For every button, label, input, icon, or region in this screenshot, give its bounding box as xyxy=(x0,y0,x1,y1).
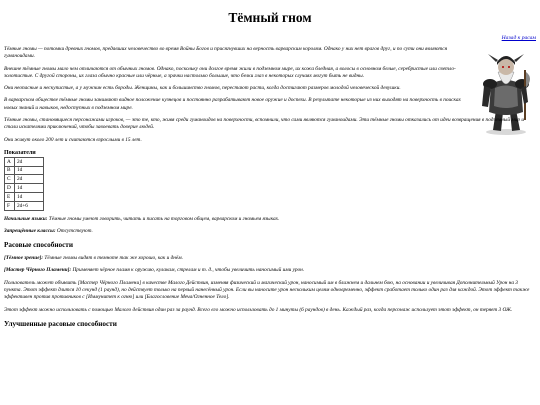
stat-value: 1d xyxy=(15,184,44,193)
classes-label: Запрещённые классы: xyxy=(4,227,56,234)
languages-label: Начальные языки: xyxy=(4,215,48,222)
ability-label: [Мастер Чёрного Пламени]: xyxy=(4,267,72,274)
ability-text: Применяет чёрное пламя к оружию, кулакам, стрелам и т. д., чтобы увеличить наносимый ими урон. xyxy=(71,267,305,274)
improved-abilities-heading: Улучшенные расовые способности xyxy=(4,320,117,329)
stat-value: 2d xyxy=(15,157,44,166)
stats-row xyxy=(5,193,44,202)
ability-paragraph xyxy=(4,267,536,274)
classes-text: Отсутствуют. xyxy=(55,227,93,234)
stat-key: F xyxy=(5,201,15,210)
ability-text: Тёмные гномы видят в темноте так же хорошо, как и днём. xyxy=(43,255,183,262)
intro-paragraph: Тёмные гномы — потомки древних гномов, предавших человечество во время Войны Богов и присягнувших на верность варварским королям. Однако у них нет врагов друг, и по сути они являются гуманоидами. xyxy=(4,46,448,60)
stats-row xyxy=(5,184,44,193)
stat-key: B xyxy=(5,166,15,175)
ability-label: [Тёмное зрение]: xyxy=(4,255,44,262)
stats-row xyxy=(5,166,44,175)
stat-value: 1d xyxy=(15,193,44,202)
stats-table xyxy=(4,157,44,211)
stat-key: E xyxy=(5,193,15,202)
stat-key: A xyxy=(5,157,15,166)
stats-row xyxy=(5,157,44,166)
ability-detail-paragraph: Пользователь может объявить [Мастер Чёрного Пламени] в качестве Малого Действия, изменяя физический и магический урон, наносимый им в ближнем и дальнем бою, на основании и увеличивая Дополнительный Урон на 3 пункта. Этот эффект длится 10 секунд (1 раунд), но действует только на первый нанесённый урон. Если вы наносите урон нескольким целям одновременно, эффект сработает только один раз для каждой. Этот эффект также эффективен против противников с [Иммунитет к огню] или [Благословение Меча/Огненное Тело]. xyxy=(4,279,530,301)
stat-key: C xyxy=(5,175,15,184)
intro-paragraph: Внешне тёмные гномы мало чем отличаются от обычных гномов. Однако, поскольку они долгое время жили в подземном мире, их кожа бледная, а волосы в основном белые, серебристые или светло-золотистые. С другой стороны, их глаза обычно красные или чёрные, а зрачки настолько большие, что белки глаз в некоторых случаях могут быть не видны. xyxy=(4,65,456,80)
ability-detail-paragraph: Этот эффект можно использовать с помощью Малого действия один раз за раунд. Всего его можно использовать до 1 минуты (6 раундов) в день. Каждый раз, когда персонаж использует этот эффект, он теряет 3 ОЖ. xyxy=(4,306,513,313)
stat-value: 2d xyxy=(15,175,44,184)
racial-abilities-heading: Расовые способности xyxy=(4,241,73,250)
intro-section xyxy=(4,46,464,112)
stats-title: Показатели xyxy=(4,149,36,156)
classes-paragraph xyxy=(4,228,536,235)
stat-value: 2d+6 xyxy=(15,201,44,210)
stat-key: D xyxy=(5,184,15,193)
intro-paragraph: Они неопасные и нескупистые, а у мужчин есть бороды. Женщины, как и большинство гномов, перестают расти, когда достигают размеров молодой человеческой девушки. xyxy=(4,85,401,92)
stats-row xyxy=(5,175,44,184)
languages-text: Тёмные гномы умеют говорить, читать и писать на торговом общем, варварском и гномьем языках. xyxy=(47,215,280,222)
stats-row xyxy=(5,201,44,210)
back-to-races-link[interactable]: Назад к расам xyxy=(501,35,536,41)
intro-paragraph: Они живут около 200 лет и считаются взрослыми в 15 лет. xyxy=(4,136,142,143)
languages-paragraph xyxy=(4,216,536,223)
page-title: Тёмный гном xyxy=(228,10,312,25)
intro-paragraph: Тёмные гномы, становящиеся персонажами игроков, — это те, кто, живя среди гуманоидов на поверхности, вспомнили, что сами являются гуманоидами. Эти тёмные гномы отказались от идеи возвращения в подземный мир и стали искателями приключений, чтобы завоевать доверие людей. xyxy=(4,117,524,131)
intro-paragraph: В варварском обществе тёмные гномы занимают видное положение кузнецов и постоянно разрабатывают новое оружие и доспехи. В результате некоторые из них выходят на поверхность в поисках новых знаний и навыков, недоступных в подземном мире. xyxy=(4,97,461,111)
stat-value: 1d xyxy=(15,166,44,175)
ability-paragraph xyxy=(4,255,536,262)
main-content xyxy=(4,46,536,334)
